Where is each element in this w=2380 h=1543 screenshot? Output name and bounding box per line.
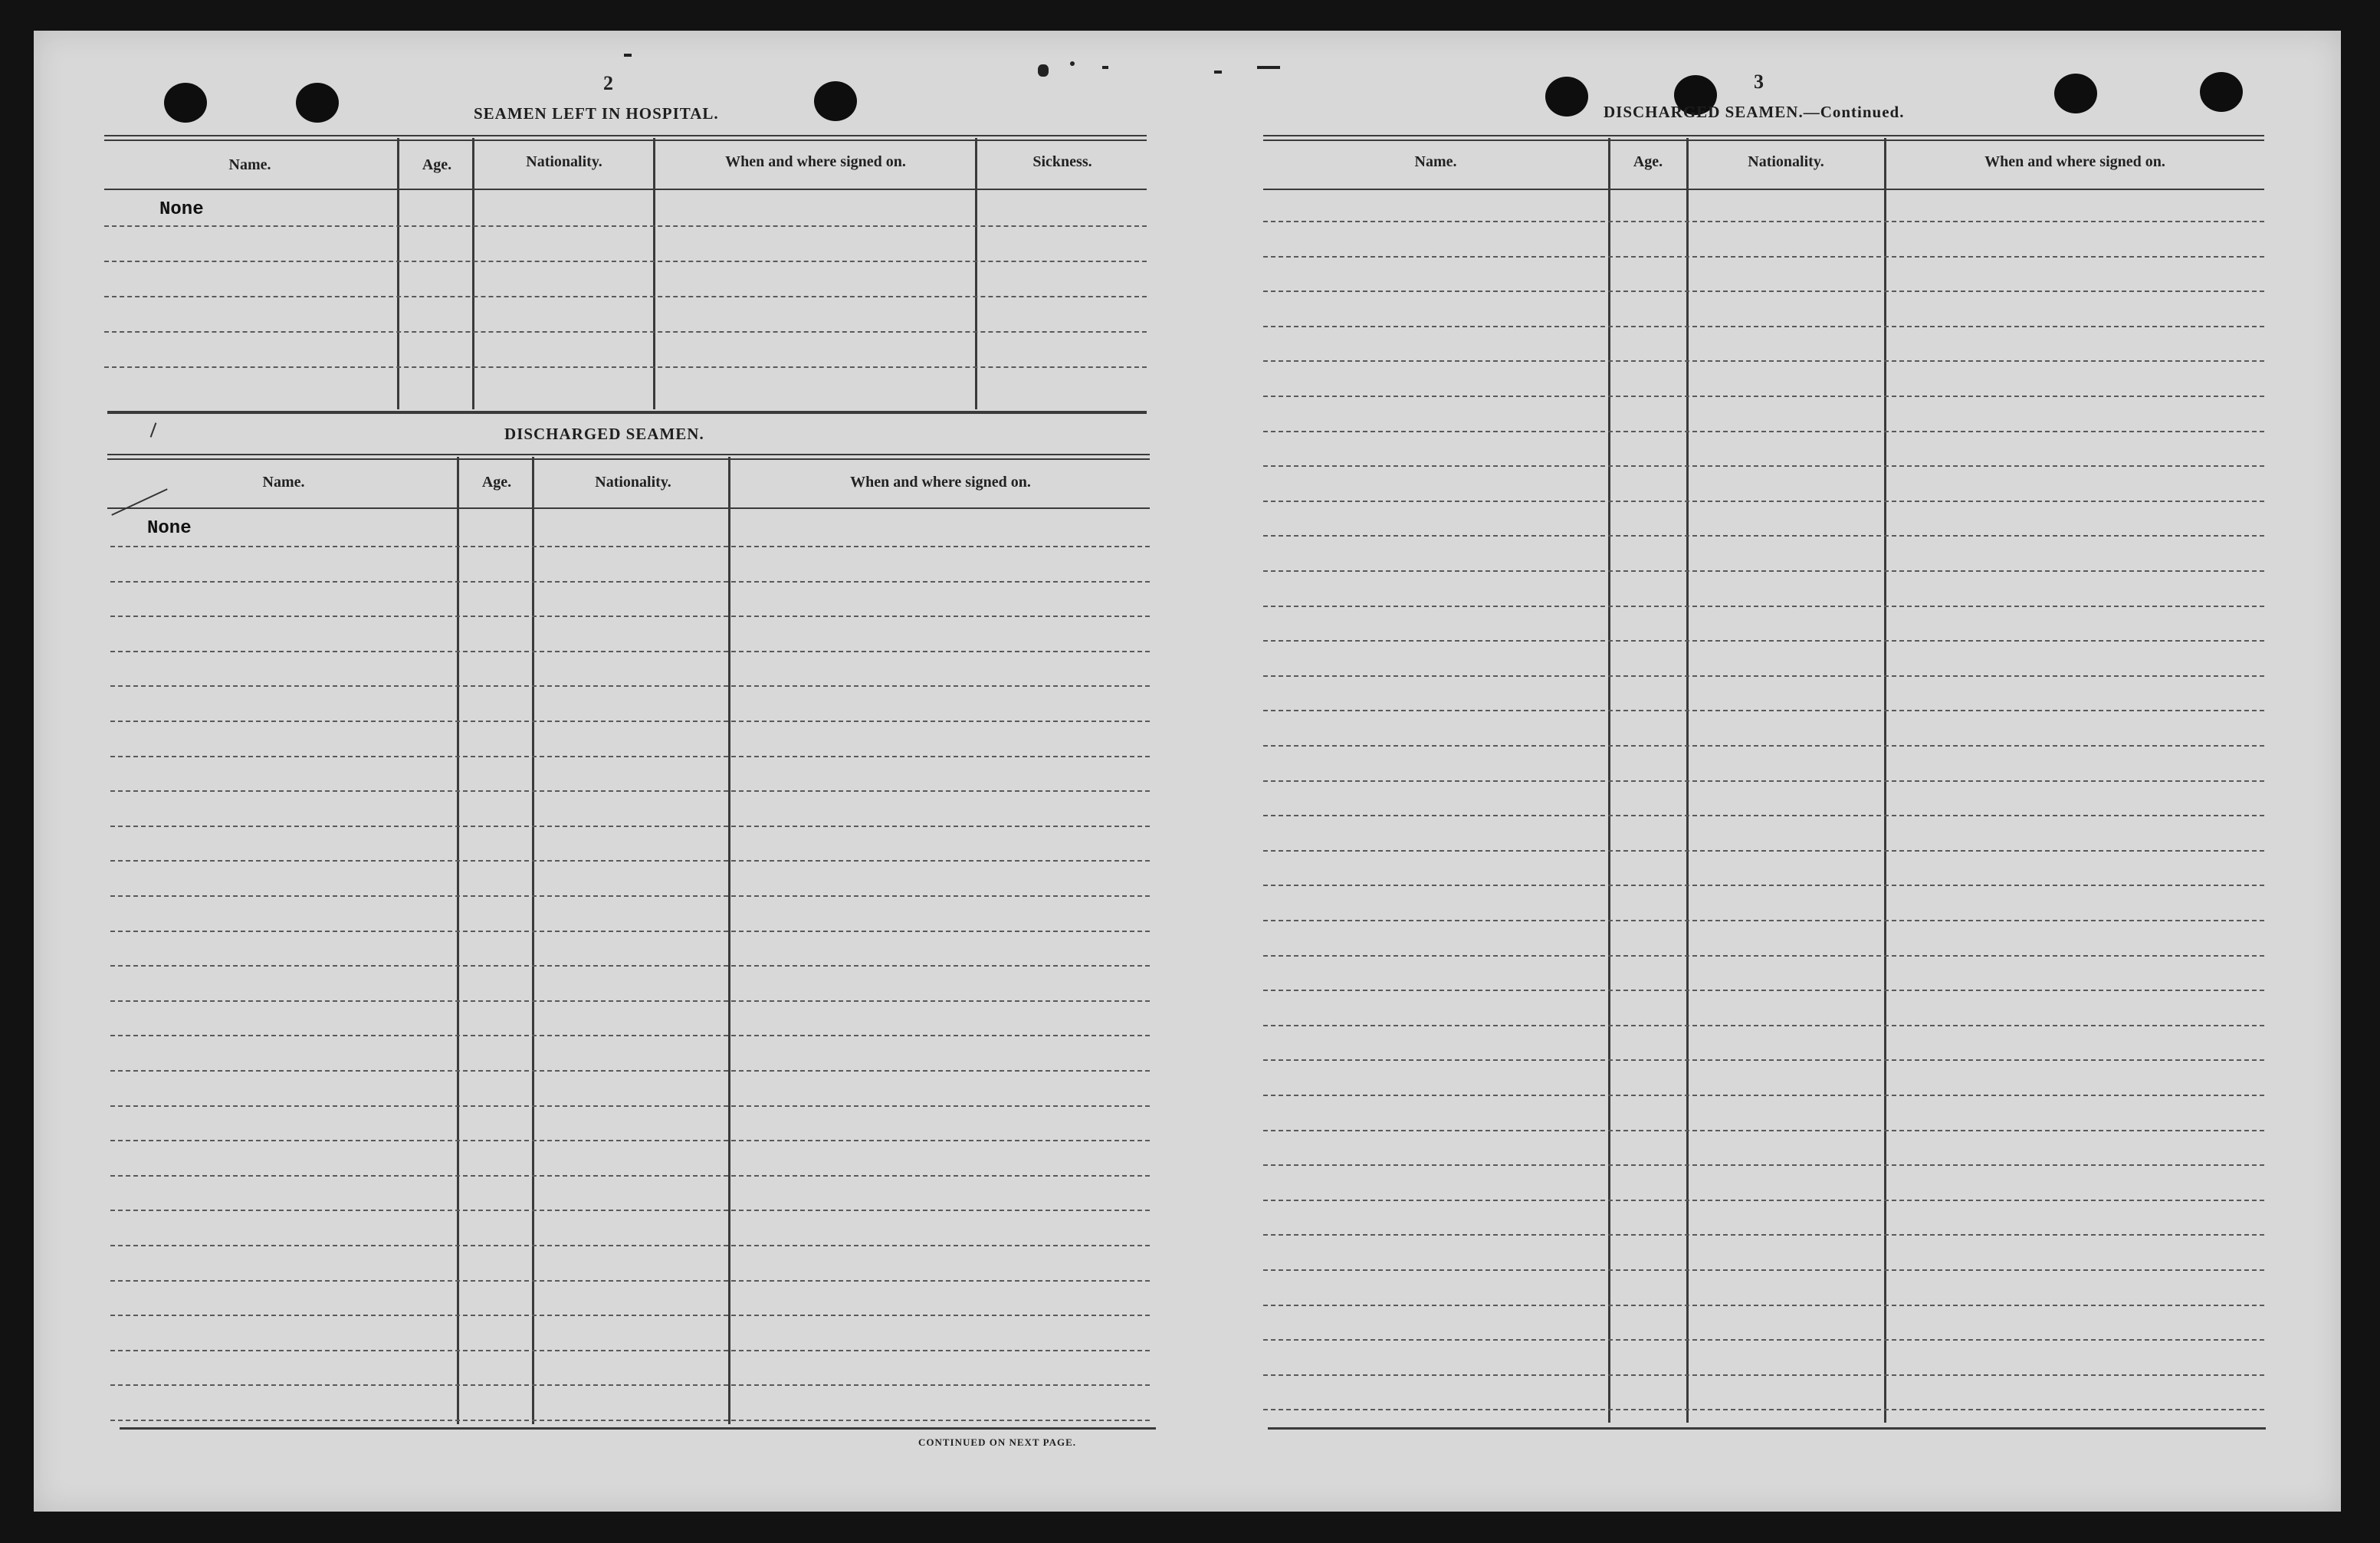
header-rule — [104, 189, 1147, 190]
row-line — [1263, 920, 2264, 921]
row-line — [110, 1035, 1150, 1036]
col-signed-on: When and where signed on. — [850, 474, 1031, 491]
column-divider — [532, 457, 534, 1424]
pencil-tick — [150, 422, 157, 437]
col-nationality: Nationality. — [595, 474, 671, 491]
column-divider — [975, 138, 977, 409]
table-bottom-rule — [120, 1427, 1156, 1430]
row-line — [1263, 1164, 2264, 1166]
discharged-entry: None — [147, 518, 192, 539]
col-nationality: Nationality. — [526, 153, 602, 170]
row-line — [1263, 675, 2264, 677]
col-name: Name. — [1414, 153, 1457, 170]
row-line — [104, 366, 1147, 368]
row-line — [110, 1420, 1150, 1421]
row-line — [110, 826, 1150, 827]
row-line — [110, 651, 1150, 652]
row-line — [1263, 570, 2264, 572]
row-line — [1263, 640, 2264, 642]
row-line — [104, 296, 1147, 297]
row-line — [110, 1175, 1150, 1177]
row-line — [110, 546, 1150, 547]
column-divider — [457, 457, 459, 1424]
column-divider — [472, 138, 474, 409]
row-line — [110, 965, 1150, 967]
column-divider — [397, 138, 399, 409]
row-line — [1263, 955, 2264, 957]
row-line — [110, 860, 1150, 862]
row-line — [1263, 850, 2264, 852]
hospital-entry: None — [159, 199, 204, 220]
page-number: 3 — [1754, 71, 1764, 93]
row-line — [1263, 1200, 2264, 1201]
col-sickness: Sickness. — [1032, 153, 1092, 170]
row-line — [104, 261, 1147, 262]
row-line — [1263, 535, 2264, 537]
row-line — [110, 685, 1150, 687]
row-line — [110, 1350, 1150, 1351]
header-rule — [107, 507, 1150, 509]
header-rule — [1263, 189, 2264, 190]
row-line — [1263, 815, 2264, 816]
row-line — [1263, 431, 2264, 432]
row-line — [104, 331, 1147, 333]
col-signed-on: When and where signed on. — [725, 153, 906, 170]
right-page — [1229, 31, 2341, 1512]
row-line — [1263, 501, 2264, 502]
row-line — [1263, 465, 2264, 467]
row-line — [1263, 606, 2264, 607]
row-line — [110, 895, 1150, 897]
col-name: Name. — [228, 156, 271, 173]
row-line — [1263, 990, 2264, 991]
row-line — [110, 1105, 1150, 1107]
row-line — [110, 1210, 1150, 1211]
row-line — [1263, 326, 2264, 327]
page-number: 2 — [603, 72, 613, 94]
row-line — [110, 1070, 1150, 1072]
row-line — [110, 1384, 1150, 1386]
row-line — [110, 581, 1150, 583]
row-line — [110, 1000, 1150, 1002]
row-line — [1263, 780, 2264, 782]
row-line — [1263, 360, 2264, 362]
col-signed-on: When and where signed on. — [1984, 153, 2165, 170]
section-rule — [107, 411, 1147, 414]
row-line — [1263, 1374, 2264, 1376]
row-line — [1263, 1095, 2264, 1096]
row-line — [1263, 1234, 2264, 1236]
row-line — [1263, 1339, 2264, 1341]
row-line — [110, 931, 1150, 932]
table-top-rule — [107, 454, 1150, 460]
ink-mark — [1214, 71, 1222, 74]
row-line — [104, 225, 1147, 227]
row-line — [1263, 221, 2264, 222]
row-line — [1263, 1130, 2264, 1131]
col-age: Age. — [422, 156, 452, 173]
col-age: Age. — [1633, 153, 1663, 170]
table-top-rule — [1263, 135, 2264, 141]
row-line — [1263, 745, 2264, 747]
row-line — [110, 1140, 1150, 1141]
row-line — [110, 790, 1150, 792]
col-name: Name. — [262, 474, 305, 491]
pencil-tick — [111, 488, 167, 516]
column-divider — [653, 138, 655, 409]
document-sheet — [34, 31, 2341, 1512]
row-line — [1263, 291, 2264, 292]
row-line — [110, 1280, 1150, 1282]
row-line — [110, 1245, 1150, 1246]
discharged-continued-title: DISCHARGED SEAMEN.—Continued. — [1604, 103, 1905, 121]
col-age: Age. — [481, 474, 512, 491]
row-line — [1263, 256, 2264, 258]
table-bottom-rule — [1268, 1427, 2266, 1430]
column-divider — [728, 457, 730, 1424]
left-page — [34, 31, 1191, 1512]
row-line — [1263, 1305, 2264, 1306]
row-line — [110, 756, 1150, 757]
continued-note: CONTINUED ON NEXT PAGE. — [918, 1436, 1076, 1448]
row-line — [1263, 1025, 2264, 1026]
row-line — [1263, 396, 2264, 397]
discharged-section-title: DISCHARGED SEAMEN. — [504, 425, 704, 443]
row-line — [110, 616, 1150, 617]
row-line — [1263, 885, 2264, 886]
row-line — [1263, 1409, 2264, 1410]
row-line — [110, 1315, 1150, 1316]
table-top-rule — [104, 135, 1147, 141]
col-nationality: Nationality. — [1748, 153, 1824, 170]
hospital-section-title: SEAMEN LEFT IN HOSPITAL. — [474, 104, 719, 123]
row-line — [1263, 710, 2264, 711]
row-line — [1263, 1059, 2264, 1061]
row-line — [1263, 1269, 2264, 1271]
row-line — [110, 721, 1150, 722]
